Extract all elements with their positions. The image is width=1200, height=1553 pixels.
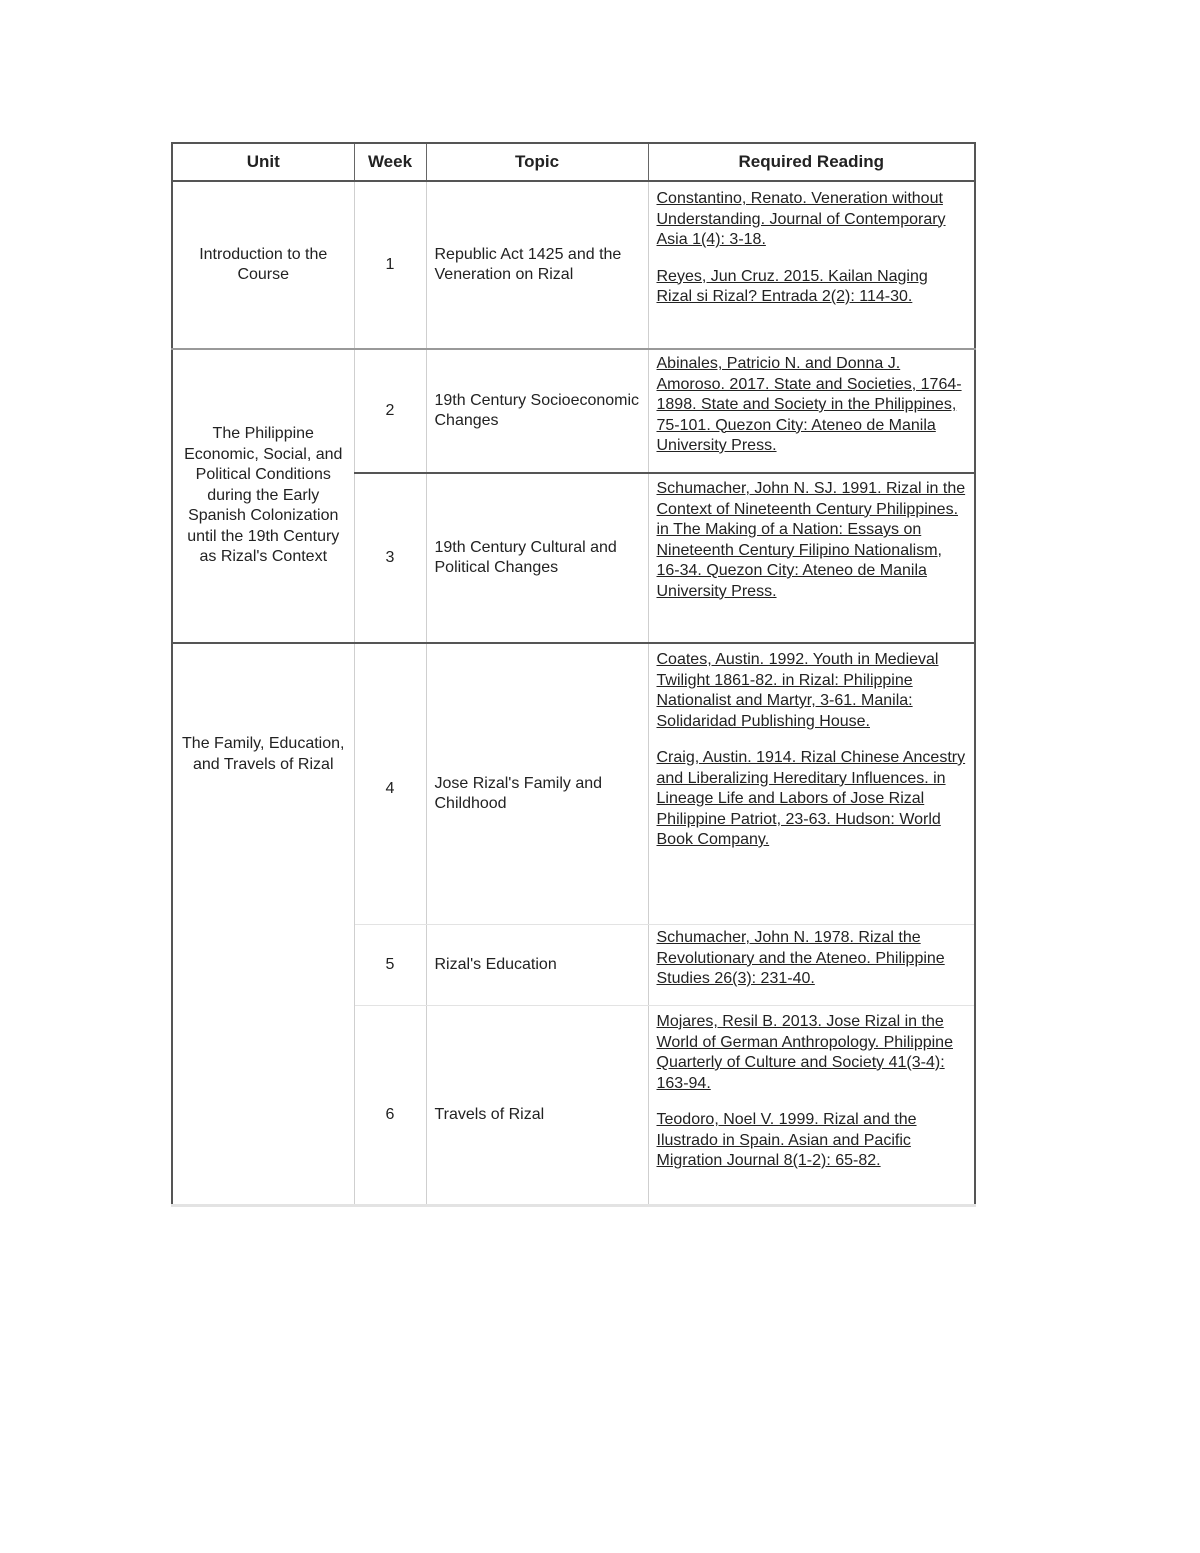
reading-link[interactable]: Constantino, Renato. Veneration without Understanding. Journal of Contemporary Asia 1(4): 3-18. — [656, 190, 946, 248]
header-required-reading: Required Reading — [648, 143, 975, 181]
topic: Jose Rizal's Family and Childhood — [426, 643, 648, 925]
week-number: 6 — [354, 1006, 426, 1206]
reading-link[interactable]: Mojares, Resil B. 2013. Jose Rizal in the World of German Anthropology. Philippine Quarterly of Culture and Society 41(3-4): 163-94. — [656, 1013, 953, 1092]
topic: Travels of Rizal — [426, 1006, 648, 1206]
reading-link[interactable]: Schumacher, John N. SJ. 1991. Rizal in the Context of Nineteenth Century Philippines. in The Making of a Nation: Essays on Nineteenth Century Filipino Nationalism, 16-34. Quezon City: Ateneo de Manila University Press. — [656, 480, 966, 600]
unit-title: Introduction to the Course — [172, 181, 354, 349]
reading-link[interactable]: Teodoro, Noel V. 1999. Rizal and the Ilustrado in Spain. Asian and Pacific Migration Journal 8(1-2): 65-82. — [656, 1111, 917, 1169]
required-reading — [648, 181, 975, 349]
reading-link[interactable]: Abinales, Patricio N. and Donna J. Amoroso. 2017. State and Societies, 1764-1898. State and Society in the Philippines, 75-101. Quezon City: Ateneo de Manila University Press. — [656, 355, 962, 454]
topic: Republic Act 1425 and the Veneration on Rizal — [426, 181, 648, 349]
week-number: 5 — [354, 925, 426, 1006]
reading-link[interactable]: Reyes, Jun Cruz. 2015. Kailan Naging Rizal si Rizal? Entrada 2(2): 114-30. — [656, 267, 928, 305]
header-unit: Unit — [172, 143, 354, 181]
header-week: Week — [354, 143, 426, 181]
required-reading — [648, 1006, 975, 1206]
topic: 19th Century Cultural and Political Changes — [426, 473, 648, 643]
table-row — [172, 349, 975, 473]
header-topic: Topic — [426, 143, 648, 181]
reading-link[interactable]: Coates, Austin. 1992. Youth in Medieval Twilight 1861-82. in Rizal: Philippine Nationalist and Martyr, 3-61. Manila: Solidaridad Publishing House. — [656, 651, 939, 730]
topic: Rizal's Education — [426, 925, 648, 1006]
required-reading — [648, 473, 975, 643]
unit-title: The Family, Education, and Travels of Rizal — [172, 643, 354, 1206]
unit-title: The Philippine Economic, Social, and Political Conditions during the Early Spanish Colonization until the 19th Century as Rizal's Context — [172, 349, 354, 643]
header-row — [172, 143, 975, 181]
syllabus-table — [171, 142, 976, 1207]
required-reading — [648, 925, 975, 1006]
reading-link[interactable]: Schumacher, John N. 1978. Rizal the Revolutionary and the Ateneo. Philippine Studies 26(3): 231-40. — [656, 929, 945, 987]
week-number: 1 — [354, 181, 426, 349]
required-reading — [648, 643, 975, 925]
week-number: 4 — [354, 643, 426, 925]
week-number: 2 — [354, 349, 426, 473]
topic: 19th Century Socioeconomic Changes — [426, 349, 648, 473]
required-reading — [648, 349, 975, 473]
week-number: 3 — [354, 473, 426, 643]
table-row — [172, 181, 975, 349]
table-row — [172, 643, 975, 925]
reading-link[interactable]: Craig, Austin. 1914. Rizal Chinese Ancestry and Liberalizing Hereditary Influences. in Lineage Life and Labors of Jose Rizal Philippine Patriot, 23-63. Hudson: World Book Company. — [656, 749, 966, 848]
